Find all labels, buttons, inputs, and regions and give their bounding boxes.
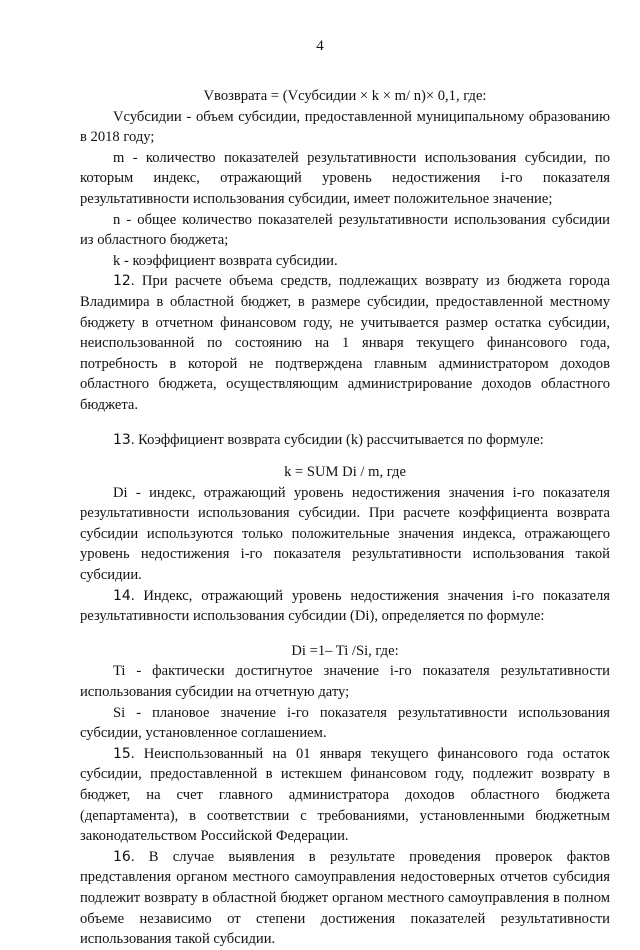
section-16 (80, 847, 610, 950)
section-13-text: . Коэффициент возврата субсидии (k) рассчитывается по формуле: (130, 431, 544, 448)
page-number: 4 (316, 38, 324, 54)
definition-ti: Ti - фактически достигнутое значение i-го показателя результативности использования субсидии на отчетную дату; (80, 663, 610, 701)
document-body (80, 86, 610, 950)
definition-v-subsidy: Vсубсидии - объем субсидии, предоставленной муниципальному образованию в 2018 году; (80, 108, 610, 146)
section-12-number: 12 (113, 273, 131, 290)
definition-m: m - количество показателей результативности использования субсидии, по которым индекс, отражающий уровень недостижения i-го показателя результативности использования субсидии, имеет положительное значение; (80, 149, 610, 207)
definition-n: n - общее количество показателей результативности использования субсидии из областного бюджета; (80, 211, 610, 249)
section-14-number: 14 (113, 587, 131, 604)
section-16-number: 16 (113, 848, 131, 865)
section-15-text: . Неиспользованный на 01 января текущего финансового года остаток субсидии, предоставленной в истекшем финансовом году, подлежит возврату в бюджет, на счет главного администратора доходов областного бюджета (департамента), в соответствии с требованиями, установленными бюджетным законодательством Российской Федерации. (80, 745, 610, 845)
section-13-number: 13 (113, 431, 131, 448)
section-13 (80, 430, 610, 451)
definition-si: Si - плановое значение i-го показателя результативности использования субсидии, установленное соглашением. (80, 704, 610, 742)
formula-di: Di =1– Ti /Si, где: (291, 642, 399, 659)
definition-k: k - коэффициент возврата субсидии. (113, 252, 338, 269)
definition-di: Di - индекс, отражающий уровень недостижения значения i-го показателя результативности использования субсидии. При расчете коэффициента возврата субсидии используются только положительные значения индекса, отражающего уровень недостижения i-го показателя результативности использования такой субсидии. (80, 484, 610, 584)
section-15 (80, 744, 610, 847)
formula-k: k = SUM Di / m, где (284, 464, 406, 481)
section-15-number: 15 (113, 745, 131, 762)
section-14 (80, 586, 610, 627)
section-12 (80, 271, 610, 415)
section-14-text: . Индекс, отражающий уровень недостижения значения i-го показателя результативности использования субсидии (Di), определяется по формуле: (80, 587, 610, 625)
section-12-text: . При расчете объема средств, подлежащих возврату из бюджета города Владимира в областной бюджет, в размере субсидии, предоставленной местному бюджету в отчетном финансовом году, не учитывается размер остатка субсидии, неиспользованной по состоянию на 1 января текущего финансового года, потребность в которой не подтверждена главным администратором доходов областного бюджета, осуществляющим администрирование доходов областного бюджета. (80, 273, 610, 413)
formula-return-volume: Vвозврата = (Vсубсидии × k × m/ n)× 0,1, где: (203, 88, 487, 104)
section-16-text: . В случае выявления в результате проведения проверок фактов представления органом местного самоуправления недостоверных отчетов субсидия подлежит возврату в областной бюджет органом местного самоуправления в полном объеме независимо от степени достижения показателей результативности использования такой субсидии. (80, 848, 610, 948)
